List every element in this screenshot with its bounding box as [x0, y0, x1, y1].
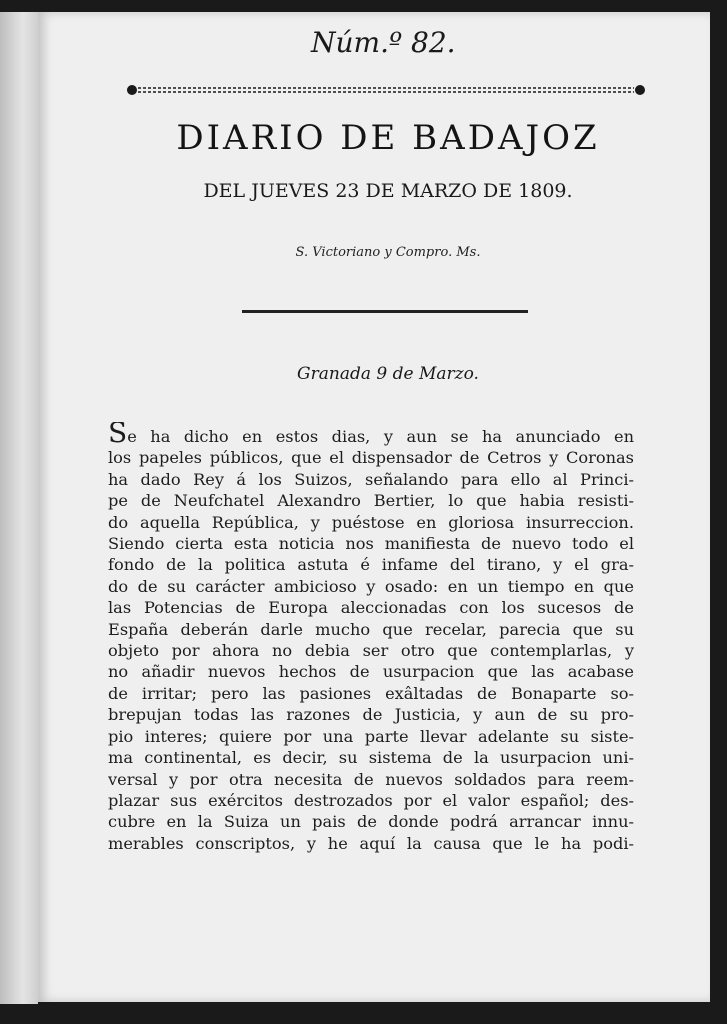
- article-line: los papeles públicos, que el dispensador de Cetros y Coronas: [108, 448, 634, 468]
- article-line: ma continental, es decir, su sistema de la usurpacion uni-: [108, 748, 634, 768]
- newspaper-page: [38, 12, 710, 1002]
- article-line: Se ha dicho en estos dias, y aun se ha anunciado en: [108, 422, 634, 447]
- article-line: plazar sus exércitos destrozados por el valor español; des-: [108, 790, 634, 810]
- article-line: pe de Neufchatel Alexandro Bertier, lo que habia resisti-: [108, 491, 634, 511]
- article-line: versal y por otra necesita de nuevos soldados para reem-: [108, 769, 634, 789]
- issue-number: Núm.º 82.: [311, 26, 456, 59]
- article-line: do de su carácter ambicioso y osado: en un tiempo en que: [108, 576, 634, 596]
- initial-capital: S: [108, 422, 128, 448]
- article-line: Siendo cierta esta noticia nos manifiesta de nuevo todo el: [108, 534, 634, 554]
- article-line: brepujan todas las razones de Justicia, y aun de su pro-: [108, 705, 634, 725]
- article-body: [108, 422, 634, 854]
- article-line: cubre en la Suiza un pais de donde podrá arrancar innu-: [108, 812, 634, 832]
- article-line: ha dado Rey á los Suizos, señalando para ello al Princi-: [108, 469, 634, 489]
- article-line: no añadir nuevos hechos de usurpacion que las acabase: [108, 662, 634, 682]
- saints-of-the-day: S. Victoriano y Compro. Ms.: [295, 245, 481, 260]
- article-line: España deberán darle mucho que recelar, parecia que su: [108, 619, 634, 639]
- article-line: do aquella República, y puéstose en gloriosa insurreccion.: [108, 512, 634, 532]
- article-line: fondo de la politica astuta é infame del tirano, y el gra-: [108, 555, 634, 575]
- article-line: merables conscriptos, y he aquí la causa que le ha podi-: [108, 833, 634, 853]
- article-line: objeto por ahora no debia ser otro que contemplarlas, y: [108, 641, 634, 661]
- divider-rule: [242, 310, 528, 313]
- newspaper-title: DIARIO DE BADAJOZ: [176, 118, 600, 158]
- article-line: de irritar; pero las pasiones exâltadas de Bonaparte so-: [108, 683, 634, 703]
- ornamental-rule: [126, 84, 646, 96]
- article-line: pio interes; quiere por una parte llevar adelante su siste-: [108, 726, 634, 746]
- facing-page-edge: [0, 12, 38, 1004]
- article-place-date: Granada 9 de Marzo.: [297, 364, 479, 384]
- dateline: DEL JUEVES 23 DE MARZO DE 1809.: [203, 180, 573, 202]
- article-line: las Potencias de Europa aleccionadas con los sucesos de: [108, 598, 634, 618]
